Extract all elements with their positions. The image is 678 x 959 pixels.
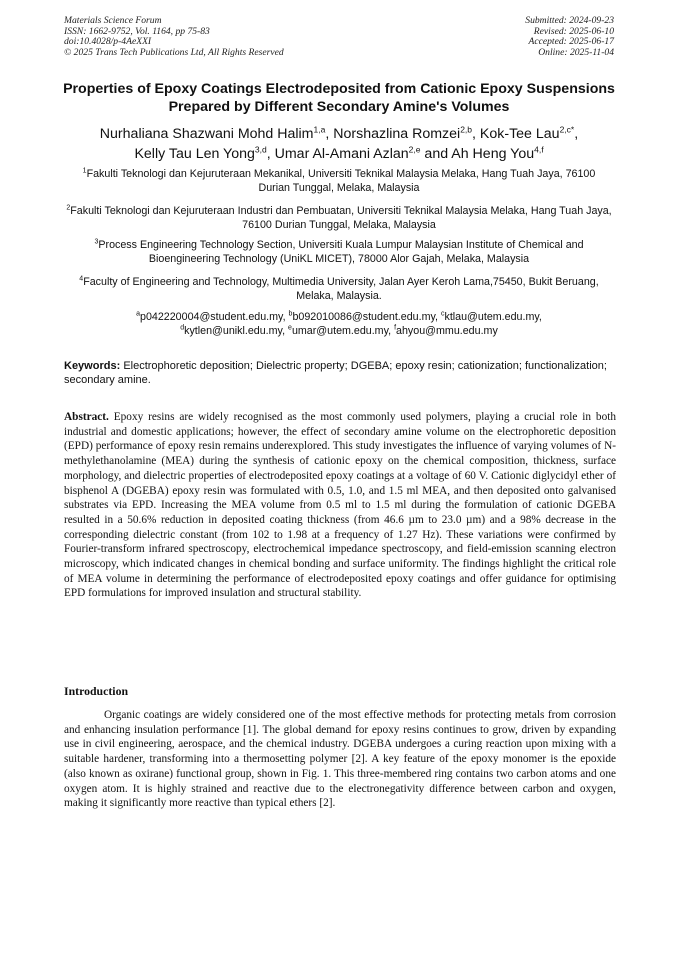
email: $^e$umar@utem.edu.my, (288, 324, 395, 338)
keywords (64, 359, 616, 388)
affiliation: $^3$Process Engineering Technology Section, Universiti Kuala Lumpur Malaysian Institute of Chemical and Bioengineering Technology (UniKL MICET), 78000 Alor Gajah, Melaka, Malaysia (94, 238, 584, 266)
doi-line: doi:10.4028/p-4AeXXI (64, 36, 152, 48)
author: Kelly Tau Len Yong$^{3,d}$, (134, 144, 275, 162)
submitted-date: Submitted: 2024-09-23 (525, 15, 614, 26)
abstract-text: Epoxy resins are widely recognised as the most commonly used polymers, playing a crucial role in both industrial and domestic applications; however, the effect of secondary amine volume on the electrophoretic deposition (EPD) performance of epoxy resin remains underexplored. This study investigates the influence of varying volumes of N-methylethanolamine (MEA) during the synthesis of cationic epoxy on the chemical composition, thickness, surface morphology, and dielectric properties of electrodeposited epoxy coatings at a voltage of 60 V. Cationic diglycidyl ether of bisphenol A (DGEBA) epoxy resin was formulated with 0.5, 1.0, and 1.5 ml MEA, and then deposited onto galvanised substrates via EPD. Increasing the MEA volume from 0.5 ml to 1.5 ml during the formulation of cationic DGEBA resulted in a 50.6% reduction in deposited coating thickness (from 46.6 µm to 23.0 µm) and a 98% decrease in the corresponding dielectric constant (from 102 to 1.98 at a frequency of 1.27 Hz). These variations were confirmed by Fourier-transform infrared spectroscopy, electrochemical impedance spectroscopy, and field-emission scanning electron microscopy, which indicated changes in chemical bonding and surface uniformity. The findings highlight the critical role of MEA volume in determining the performance of electrodeposited epoxy coatings and offer guidance for optimising EPD formulations for improved insulation and structural stability. (64, 411, 617, 600)
keywords-text: Electrophoretic deposition; Dielectric property; DGEBA; epoxy resin; cationization; functionalization; secondary amine. (64, 360, 607, 387)
affiliation: $^4$Faculty of Engineering and Technology, Multimedia University, Jalan Ayer Keroh Lama,75450, Bukit Beruang, Melaka, Malaysia. (79, 275, 599, 303)
abstract (64, 410, 616, 601)
author: Umar Al-Amani Azlan$^{2,e}$ and (274, 144, 452, 162)
author: Ah Heng You$^{4,f}$ (451, 144, 544, 162)
author: Norshazlina Romzei$^{2,b}$, (333, 124, 480, 142)
email: $^b$b092010086@student.edu.my, (288, 310, 441, 323)
email: $^d$kytlen@unikl.edu.my, (180, 324, 289, 338)
email-list (66, 310, 612, 338)
journal-header (64, 16, 284, 58)
paper-title: Properties of Epoxy Coatings Electrodeposited from Cationic Epoxy Suspensions Prepared by Different Secondary Amine's Volumes (63, 81, 615, 115)
author: Kok-Tee Lau$^{2,c*}$, (479, 124, 579, 142)
email: $^a$p042220004@student.edu.my, (136, 310, 289, 323)
journal-name: Materials Science Forum (64, 15, 162, 26)
accepted-date: Accepted: 2025-06-17 (528, 36, 614, 48)
issn-line: ISSN: 1662-9752, Vol. 1164, pp 75-83 (64, 25, 210, 37)
dates-header (525, 16, 614, 58)
abstract-label: Abstract. (64, 411, 109, 423)
email: $^f$ahyou@mmu.edu.my (394, 324, 498, 338)
author: Nurhaliana Shazwani Mohd Halim$^{1,a}$, (99, 124, 334, 142)
affiliation: $^1$Fakulti Teknologi dan Kejuruteraan Mekanikal, Universiti Teknikal Malaysia Melaka, Hang Tuah Jaya, 76100 Durian Tunggal, Melaka, Malaysia (82, 167, 596, 195)
revised-date: Revised: 2025-06-10 (533, 25, 614, 37)
online-date: Online: 2025-11-04 (538, 46, 614, 58)
affiliation: $^2$Fakulti Teknologi dan Kejuruteraan Industri dan Pembuatan, Universiti Teknikal Malaysia Melaka, Hang Tuah Jaya, 76100 Durian Tunggal, Melaka, Malaysia (66, 204, 612, 232)
copyright-line: © 2025 Trans Tech Publications Ltd, All Rights Reserved (64, 46, 284, 58)
author-list (60, 124, 618, 164)
email: $^c$ktlau@utem.edu.my, (440, 310, 542, 323)
section-heading-introduction: Introduction (64, 684, 129, 698)
keywords-label: Keywords: (64, 360, 121, 372)
introduction-paragraph: Organic coatings are widely considered one of the most effective methods for protecting metals from corrosion and enhancing insulation performance [1]. The global demand for epoxy resins continues to grow, driven by expanding use in civil engineering, aerospace, and the chemical industry. DGEBA undergoes a curing reaction upon mixing with a suitable hardener, transforming into a thermosetting polymer [2]. A key feature of the epoxy monomer is the epoxide (also known as oxirane) functional group, shown in Fig. 1. This three-membered ring contains two carbon atoms and one oxygen atom. It is highly strained and reactive due to the electronegativity difference between carbon and oxygen, making it significantly more reactive than typical ethers [2]. (64, 709, 616, 810)
